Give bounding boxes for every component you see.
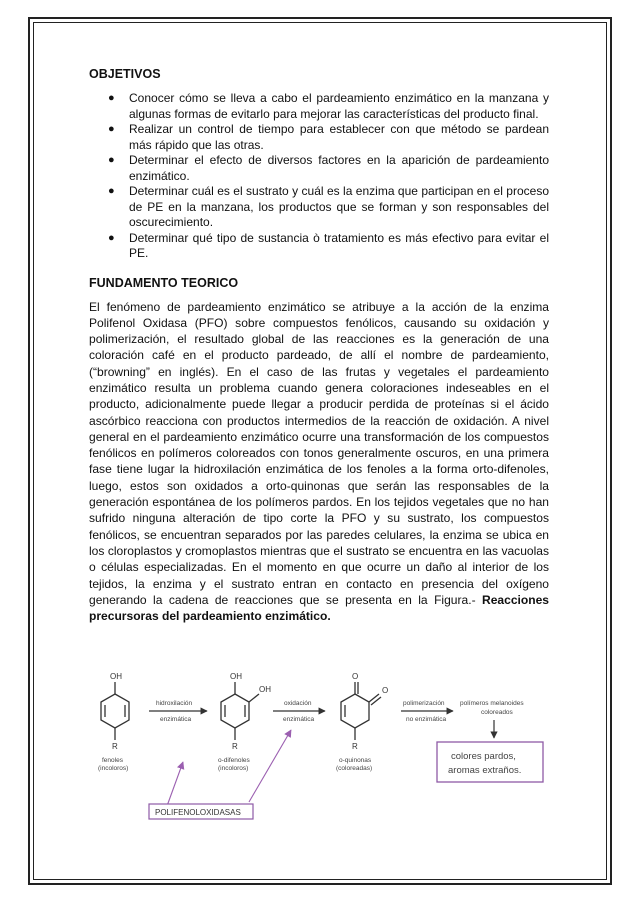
objective-text: Conocer cómo se lleva a cabo el pardeamiento enzimático en la manzana y algunas formas de evitarlo para mejorar las características del producto final.	[129, 91, 549, 121]
document-body	[89, 66, 549, 624]
quinone-structure	[341, 682, 381, 740]
list-item	[89, 153, 549, 184]
r-label: R	[352, 742, 358, 751]
objectives-list	[89, 91, 549, 262]
compound-label: o-difenoles	[218, 757, 250, 764]
bullet-icon: ●	[108, 231, 115, 244]
bullet-icon: ●	[108, 154, 115, 166]
compound-sublabel: (coloreadas)	[336, 765, 373, 772]
paragraph-text: El fenómeno de pardeamiento enzimático se atribuye a la acción de la enzima Polifenol Oxidasa (PFO) sobre compuestos fenólicos, causando su oxidación y polimerización, el resultado global de las reacciones es la generación de una coloración café en el producto pardeado, de allí el nombre de pardeamiento, (“browning” en inglés). En el caso de las frutas y vegetales el pardeamiento enzimático resulta un problema cuando genera coloraciones indeseables en el producto, adicionalmente puede llegar a producir perdida de proteínas si el ácido ascórbico reacciona con productos intermedios de la reacción de oxidación. A nivel general en el pardeamiento enzimático ocurre una transformación de los compuestos fenólicos en polímeros coloreados con tonos generalmente oscuros, en una primera fase tiene lugar la hidroxilación enzimática de los fenoles a la forma orto-difenoles, luego, estos son oxidados a orto-quinonas que serán las responsables de la generación espontánea de los polímeros pardos. En los tejidos vegetales que no han sufrido ninguna alteración de tipo corte la PFO y su sustrato, los compuestos fenólicos, se encuentran separados por las paredes celulares, la enzima se ubica en los cloroplastos y cromoplastos mientras que el sustrato se encuentra en las vacuolas o células especializadas. En el momento en que ocurre un daño al interior de los tejidos, la enzima y el sustrato entran en contacto en presencia del oxígeno generando la cadena de reacciones que se presenta en la Figura.-	[89, 299, 549, 607]
arrow-label: oxidación	[284, 700, 312, 707]
objective-text: Determinar qué tipo de sustancia ò tratamiento es más efectivo para evitar el PE.	[129, 230, 549, 260]
bullet-icon: ●	[108, 123, 115, 135]
figure-caption: Reacciones precursoras del pardeamiento enzimático.	[89, 592, 549, 624]
phenol-structure	[101, 682, 129, 740]
bullet-icon: ●	[108, 185, 115, 197]
product-label: polímeros melanoides	[460, 700, 524, 707]
o-label: O	[382, 686, 389, 695]
arrow-label: polimerización	[403, 700, 445, 707]
enzyme-arrow	[249, 730, 291, 802]
o-label: O	[352, 672, 359, 681]
compound-sublabel: (incoloros)	[218, 765, 249, 772]
list-item	[89, 231, 549, 262]
reaction-diagram	[89, 668, 557, 840]
reaction-figure	[89, 668, 557, 840]
product-sublabel: coloreados	[481, 709, 513, 716]
arrow-sublabel: no enzimática	[406, 716, 447, 723]
fundamento-paragraph	[89, 299, 549, 625]
result-box	[437, 742, 543, 782]
enzyme-arrow	[167, 762, 183, 806]
enzyme-label: POLIFENOLOXIDASAS	[155, 808, 241, 817]
objective-text: Realizar un control de tiempo para establecer con que método se pardean más rápido que las otras.	[129, 122, 549, 152]
fundamento-section	[89, 275, 549, 625]
objectives-heading: OBJETIVOS	[89, 67, 161, 81]
objective-text: Determinar cuál es el sustrato y cuál es la enzima que participan en el proceso de PE en la manzana, los productos que se forman y son responsables del oscurecimiento.	[129, 184, 549, 229]
compound-label: o-quinonas	[339, 757, 372, 764]
list-item	[89, 122, 549, 153]
oh-label: OH	[259, 685, 271, 694]
r-label: R	[112, 742, 118, 751]
list-item	[89, 184, 549, 231]
bullet-icon: ●	[108, 92, 115, 104]
diphenol-structure	[221, 682, 259, 740]
r-label: R	[232, 742, 238, 751]
oh-label: OH	[230, 672, 242, 681]
compound-sublabel: (incoloros)	[98, 765, 129, 772]
arrow-sublabel: enzimática	[160, 716, 192, 723]
list-item	[89, 91, 549, 122]
fundamento-heading: FUNDAMENTO TEORICO	[89, 275, 239, 290]
arrow-label: hidroxilación	[156, 700, 193, 707]
compound-label: fenoles	[102, 757, 123, 764]
oh-label: OH	[110, 672, 122, 681]
result-line: colores pardos,	[451, 751, 516, 762]
arrow-sublabel: enzimática	[283, 716, 315, 723]
objective-text: Determinar el efecto de diversos factores en la aparición de pardeamiento enzimático.	[129, 153, 549, 183]
result-line: aromas extraños.	[448, 765, 522, 776]
